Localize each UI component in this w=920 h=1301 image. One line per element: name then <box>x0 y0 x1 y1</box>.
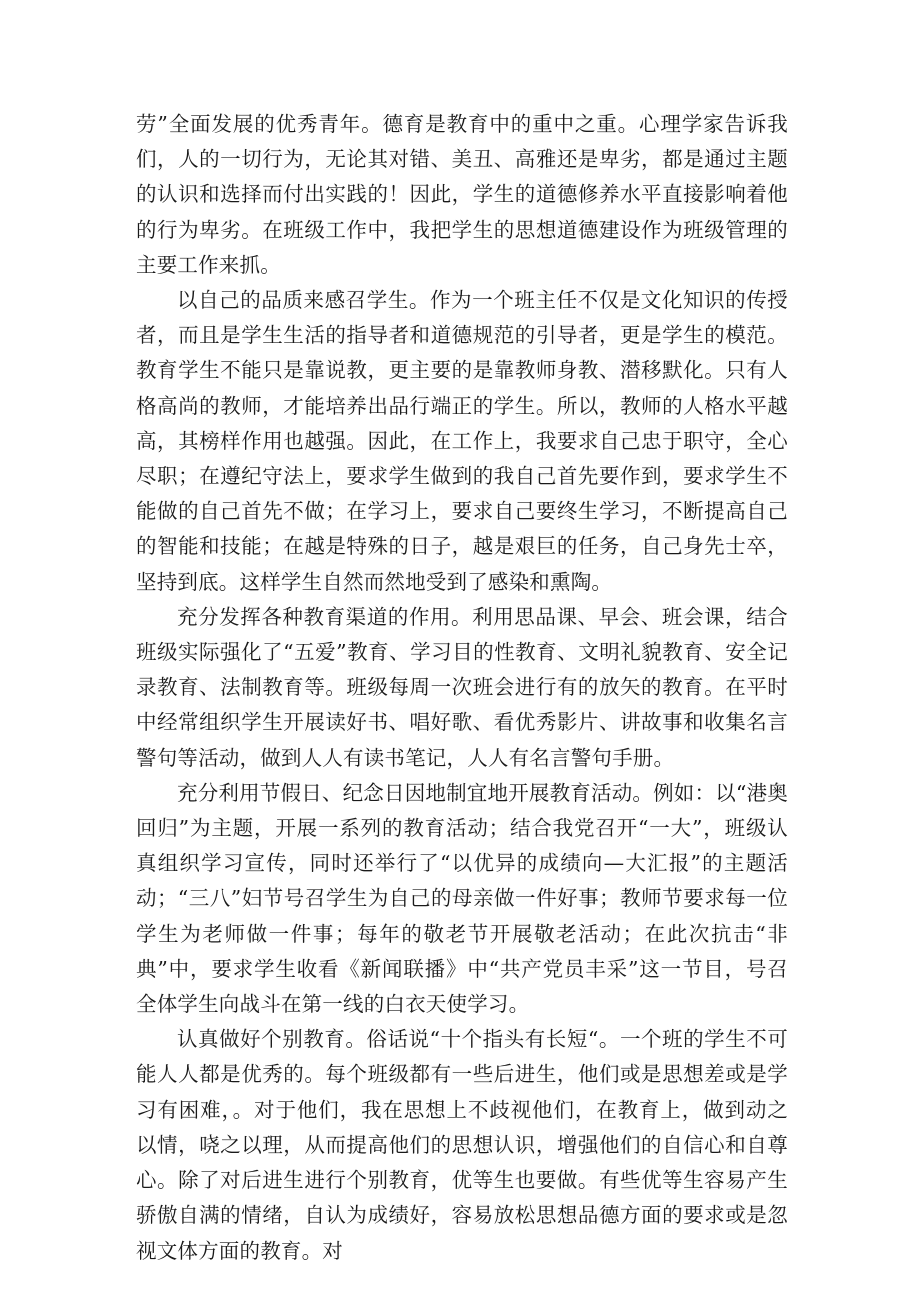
document-body <box>136 107 788 1269</box>
paragraph-3: 充分发挥各种教育渠道的作用。利用思品课、早会、班会课，结合班级实际强化了“五爱”教育、学习目的性教育、文明礼貌教育、安全记录教育、法制教育等。班级每周一次班会进行有的放矢的教育。在平时中经常组织学生开展读好书、唱好歌、看优秀影片、讲故事和收集名言警句等活动，做到人人有读书笔记，人人有名言警句手册。 <box>136 604 788 770</box>
paragraph-5: 认真做好个别教育。俗话说“十个指头有长短“。一个班的学生不可能人人都是优秀的。每个班级都有一些后进生，他们或是思想差或是学习有困难，。对于他们，我在思想上不歧视他们，在教育上，做到动之以情，哓之以理，从而提高他们的思想认识，增强他们的自信心和自尊心。除了对后进生进行个别教育，优等生也要做。有些优等生容易产生骄傲自满的情绪，自认为成绩好，容易放松思想品德方面的要求或是忽视文体方面的教育。对 <box>136 1027 788 1263</box>
paragraph-1: 劳”全面发展的优秀青年。德育是教育中的重中之重。心理学家告诉我们，人的一切行为，无论其对错、美丑、高雅还是卑劣，都是通过主题的认识和选择而付出实践的！因此，学生的道德修养水平直接影响着他的行为卑劣。在班级工作中，我把学生的思想道德建设作为班级管理的主要工作来抓。 <box>136 112 788 277</box>
paragraph-2: 以自己的品质来感召学生。作为一个班主任不仅是文化知识的传授者，而且是学生生活的指导者和道德规范的引导者，更是学生的模范。教育学生不能只是靠说教，更主要的是靠教师身教、潜移默化。只有人格高尚的教师，才能培养出品行端正的学生。所以，教师的人格水平越高，其榜样作用也越强。因此，在工作上，我要求自己忠于职守，全心尽职；在遵纪守法上，要求学生做到的我自己首先要作到，要求学生不能做的自己首先不做；在学习上，要求自己要终生学习，不断提高自己的智能和技能；在越是特殊的日子，越是艰巨的任务，自己身先士卒，坚持到底。这样学生自然而然地受到了感染和熏陶。 <box>136 288 788 594</box>
paragraph-4: 充分利用节假日、纪念日因地制宜地开展教育活动。例如：以“港奥回归”为主题，开展一系列的教育活动；结合我党召开“一大”，班级认真组织学习宣传，同时还举行了“以优异的成绩向—大汇报”的主题活动；“三八”妇节号召学生为自己的母亲做一件好事；教师节要求每一位学生为老师做一件事；每年的敬老节开展敬老活动；在此次抗击“非典”中，要求学生收看《新闻联播》中“共产党员丰采”这一节目，号召全体学生向战斗在第一线的白衣天使学习。 <box>136 780 788 1017</box>
